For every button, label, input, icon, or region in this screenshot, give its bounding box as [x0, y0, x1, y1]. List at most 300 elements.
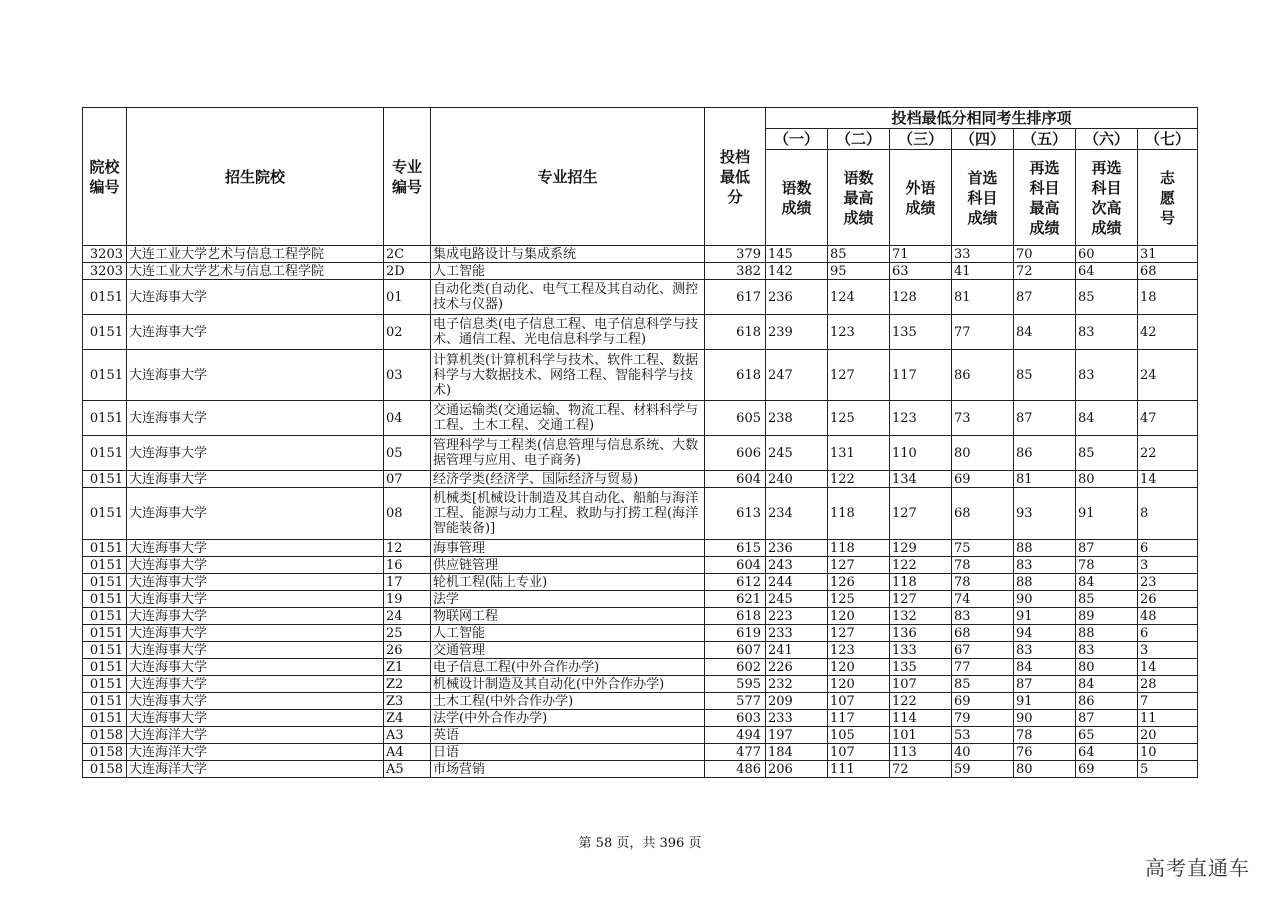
school-code-cell: 0151	[83, 608, 127, 625]
score-6-cell: 84	[1076, 401, 1138, 436]
major-name-cell: 管理科学与工程类(信息管理与信息系统、大数据管理与应用、电子商务)	[431, 436, 705, 471]
school-code-cell: 0151	[83, 591, 127, 608]
score-1-cell: 206	[766, 761, 828, 778]
score-2-cell: 117	[828, 710, 890, 727]
major-code-cell: Z4	[384, 710, 431, 727]
score-3-cell: 72	[890, 761, 952, 778]
score-5-cell: 88	[1014, 574, 1076, 591]
score-6-cell: 86	[1076, 693, 1138, 710]
score-7-cell: 11	[1138, 710, 1198, 727]
min-score-cell: 618	[705, 608, 766, 625]
score-2-cell: 127	[828, 350, 890, 401]
school-name-cell: 大连海事大学	[127, 488, 384, 540]
score-7-cell: 3	[1138, 642, 1198, 659]
score-3-cell: 127	[890, 591, 952, 608]
header-major-code: 专业编号	[384, 108, 431, 246]
score-6-cell: 85	[1076, 280, 1138, 315]
score-6-cell: 69	[1076, 761, 1138, 778]
score-4-cell: 78	[952, 574, 1014, 591]
school-name-cell: 大连海洋大学	[127, 727, 384, 744]
score-2-cell: 120	[828, 608, 890, 625]
school-code-cell: 0151	[83, 625, 127, 642]
header-school-code: 院校编号	[83, 108, 127, 246]
school-name-cell: 大连海洋大学	[127, 761, 384, 778]
score-4-cell: 69	[952, 471, 1014, 488]
sort-label-7: 志愿号	[1138, 150, 1198, 246]
major-code-cell: 2C	[384, 246, 431, 263]
table-row	[83, 488, 1198, 540]
score-7-cell: 14	[1138, 471, 1198, 488]
score-3-cell: 123	[890, 401, 952, 436]
score-3-cell: 118	[890, 574, 952, 591]
school-name-cell: 大连海事大学	[127, 574, 384, 591]
school-code-cell: 0151	[83, 436, 127, 471]
school-code-cell: 0151	[83, 574, 127, 591]
score-1-cell: 243	[766, 557, 828, 574]
major-name-cell: 电子信息工程(中外合作办学)	[431, 659, 705, 676]
major-name-cell: 交通运输类(交通运输、物流工程、材料科学与工程、土木工程、交通工程)	[431, 401, 705, 436]
score-2-cell: 123	[828, 642, 890, 659]
sort-label-1: 语数成绩	[766, 150, 828, 246]
min-score-cell: 606	[705, 436, 766, 471]
score-2-cell: 111	[828, 761, 890, 778]
score-3-cell: 122	[890, 557, 952, 574]
table-row	[83, 350, 1198, 401]
school-name-cell: 大连海事大学	[127, 557, 384, 574]
school-code-cell: 3203	[83, 246, 127, 263]
major-code-cell: 16	[384, 557, 431, 574]
major-code-cell: A4	[384, 744, 431, 761]
score-7-cell: 23	[1138, 574, 1198, 591]
school-code-cell: 0151	[83, 401, 127, 436]
major-name-cell: 经济学类(经济学、国际经济与贸易)	[431, 471, 705, 488]
major-name-cell: 土木工程(中外合作办学)	[431, 693, 705, 710]
major-name-cell: 日语	[431, 744, 705, 761]
score-1-cell: 244	[766, 574, 828, 591]
score-6-cell: 84	[1076, 676, 1138, 693]
score-4-cell: 77	[952, 315, 1014, 350]
score-1-cell: 240	[766, 471, 828, 488]
school-name-cell: 大连海事大学	[127, 471, 384, 488]
score-2-cell: 118	[828, 488, 890, 540]
score-3-cell: 117	[890, 350, 952, 401]
school-code-cell: 0151	[83, 471, 127, 488]
school-code-cell: 0158	[83, 744, 127, 761]
score-7-cell: 26	[1138, 591, 1198, 608]
school-code-cell: 0151	[83, 557, 127, 574]
table-row	[83, 676, 1198, 693]
school-name-cell: 大连海事大学	[127, 659, 384, 676]
score-7-cell: 47	[1138, 401, 1198, 436]
score-1-cell: 184	[766, 744, 828, 761]
major-code-cell: 25	[384, 625, 431, 642]
score-3-cell: 63	[890, 263, 952, 280]
school-name-cell: 大连工业大学艺术与信息工程学院	[127, 263, 384, 280]
score-4-cell: 33	[952, 246, 1014, 263]
score-6-cell: 80	[1076, 659, 1138, 676]
school-code-cell: 0151	[83, 280, 127, 315]
header-school-name: 招生院校	[127, 108, 384, 246]
sort-label-6: 再选科目次高成绩	[1076, 150, 1138, 246]
score-2-cell: 107	[828, 693, 890, 710]
score-6-cell: 80	[1076, 471, 1138, 488]
score-5-cell: 80	[1014, 761, 1076, 778]
score-3-cell: 128	[890, 280, 952, 315]
score-1-cell: 245	[766, 436, 828, 471]
min-score-cell: 605	[705, 401, 766, 436]
min-score-cell: 477	[705, 744, 766, 761]
score-3-cell: 136	[890, 625, 952, 642]
score-6-cell: 88	[1076, 625, 1138, 642]
major-code-cell: Z1	[384, 659, 431, 676]
score-1-cell: 245	[766, 591, 828, 608]
score-5-cell: 91	[1014, 608, 1076, 625]
score-3-cell: 71	[890, 246, 952, 263]
score-3-cell: 134	[890, 471, 952, 488]
score-7-cell: 20	[1138, 727, 1198, 744]
table-row	[83, 761, 1198, 778]
major-name-cell: 法学(中外合作办学)	[431, 710, 705, 727]
score-7-cell: 7	[1138, 693, 1198, 710]
score-2-cell: 131	[828, 436, 890, 471]
major-code-cell: Z3	[384, 693, 431, 710]
major-name-cell: 物联网工程	[431, 608, 705, 625]
major-name-cell: 轮机工程(陆上专业)	[431, 574, 705, 591]
table-row	[83, 642, 1198, 659]
sort-label-4: 首选科目成绩	[952, 150, 1014, 246]
score-5-cell: 76	[1014, 744, 1076, 761]
sort-index-5: （五）	[1014, 129, 1076, 150]
score-2-cell: 105	[828, 727, 890, 744]
sort-index-6: （六）	[1076, 129, 1138, 150]
school-name-cell: 大连海事大学	[127, 608, 384, 625]
school-name-cell: 大连海事大学	[127, 625, 384, 642]
major-code-cell: 19	[384, 591, 431, 608]
score-7-cell: 31	[1138, 246, 1198, 263]
major-code-cell: 01	[384, 280, 431, 315]
school-code-cell: 0151	[83, 540, 127, 557]
score-3-cell: 107	[890, 676, 952, 693]
major-name-cell: 人工智能	[431, 625, 705, 642]
major-code-cell: 24	[384, 608, 431, 625]
school-name-cell: 大连海事大学	[127, 540, 384, 557]
school-code-cell: 0151	[83, 659, 127, 676]
score-1-cell: 209	[766, 693, 828, 710]
score-3-cell: 132	[890, 608, 952, 625]
score-7-cell: 10	[1138, 744, 1198, 761]
min-score-cell: 621	[705, 591, 766, 608]
score-4-cell: 81	[952, 280, 1014, 315]
score-6-cell: 65	[1076, 727, 1138, 744]
score-4-cell: 80	[952, 436, 1014, 471]
min-score-cell: 615	[705, 540, 766, 557]
score-3-cell: 114	[890, 710, 952, 727]
school-name-cell: 大连海事大学	[127, 350, 384, 401]
score-6-cell: 87	[1076, 710, 1138, 727]
score-2-cell: 107	[828, 744, 890, 761]
score-3-cell: 135	[890, 315, 952, 350]
school-name-cell: 大连海事大学	[127, 710, 384, 727]
score-6-cell: 83	[1076, 315, 1138, 350]
major-code-cell: 07	[384, 471, 431, 488]
major-code-cell: A5	[384, 761, 431, 778]
min-score-cell: 486	[705, 761, 766, 778]
table-row	[83, 471, 1198, 488]
score-3-cell: 101	[890, 727, 952, 744]
score-5-cell: 84	[1014, 315, 1076, 350]
school-name-cell: 大连海事大学	[127, 642, 384, 659]
min-score-cell: 619	[705, 625, 766, 642]
score-5-cell: 72	[1014, 263, 1076, 280]
score-7-cell: 18	[1138, 280, 1198, 315]
school-code-cell: 0151	[83, 676, 127, 693]
sort-index-2: （二）	[828, 129, 890, 150]
min-score-cell: 604	[705, 471, 766, 488]
sort-label-5: 再选科目最高成绩	[1014, 150, 1076, 246]
score-7-cell: 8	[1138, 488, 1198, 540]
score-2-cell: 120	[828, 676, 890, 693]
school-name-cell: 大连海事大学	[127, 693, 384, 710]
major-name-cell: 交通管理	[431, 642, 705, 659]
score-5-cell: 87	[1014, 676, 1076, 693]
major-code-cell: A3	[384, 727, 431, 744]
score-6-cell: 84	[1076, 574, 1138, 591]
major-name-cell: 人工智能	[431, 263, 705, 280]
score-1-cell: 236	[766, 280, 828, 315]
school-code-cell: 0151	[83, 642, 127, 659]
score-5-cell: 83	[1014, 557, 1076, 574]
school-name-cell: 大连海事大学	[127, 676, 384, 693]
sort-index-3: （三）	[890, 129, 952, 150]
admission-score-table	[82, 107, 1198, 778]
header-tie-group: 投档最低分相同考生排序项	[766, 108, 1198, 129]
score-4-cell: 67	[952, 642, 1014, 659]
table-row	[83, 263, 1198, 280]
score-6-cell: 85	[1076, 591, 1138, 608]
min-score-cell: 602	[705, 659, 766, 676]
school-name-cell: 大连海事大学	[127, 401, 384, 436]
school-name-cell: 大连海事大学	[127, 436, 384, 471]
score-5-cell: 90	[1014, 710, 1076, 727]
major-code-cell: 02	[384, 315, 431, 350]
major-code-cell: 05	[384, 436, 431, 471]
score-5-cell: 94	[1014, 625, 1076, 642]
score-5-cell: 87	[1014, 280, 1076, 315]
score-2-cell: 123	[828, 315, 890, 350]
score-6-cell: 64	[1076, 744, 1138, 761]
score-7-cell: 14	[1138, 659, 1198, 676]
score-1-cell: 233	[766, 625, 828, 642]
min-score-cell: 604	[705, 557, 766, 574]
sort-label-3: 外语成绩	[890, 150, 952, 246]
school-code-cell: 0151	[83, 710, 127, 727]
score-4-cell: 73	[952, 401, 1014, 436]
min-score-cell: 607	[705, 642, 766, 659]
score-5-cell: 84	[1014, 659, 1076, 676]
score-6-cell: 83	[1076, 642, 1138, 659]
score-1-cell: 226	[766, 659, 828, 676]
score-7-cell: 22	[1138, 436, 1198, 471]
school-code-cell: 0158	[83, 727, 127, 744]
score-7-cell: 28	[1138, 676, 1198, 693]
table-row	[83, 591, 1198, 608]
table-row	[83, 315, 1198, 350]
score-3-cell: 122	[890, 693, 952, 710]
score-2-cell: 127	[828, 625, 890, 642]
score-2-cell: 122	[828, 471, 890, 488]
score-5-cell: 87	[1014, 401, 1076, 436]
score-5-cell: 78	[1014, 727, 1076, 744]
school-code-cell: 3203	[83, 263, 127, 280]
school-name-cell: 大连海事大学	[127, 280, 384, 315]
major-name-cell: 机械设计制造及其自动化(中外合作办学)	[431, 676, 705, 693]
score-5-cell: 90	[1014, 591, 1076, 608]
major-code-cell: 08	[384, 488, 431, 540]
min-score-cell: 494	[705, 727, 766, 744]
score-6-cell: 87	[1076, 540, 1138, 557]
score-2-cell: 85	[828, 246, 890, 263]
score-1-cell: 232	[766, 676, 828, 693]
page-footer: 第 58 页，共 396 页	[578, 836, 702, 851]
watermark-text: 高考直通车	[1145, 856, 1250, 880]
table-row	[83, 557, 1198, 574]
header-major-name: 专业招生	[431, 108, 705, 246]
score-1-cell: 197	[766, 727, 828, 744]
score-7-cell: 5	[1138, 761, 1198, 778]
score-4-cell: 59	[952, 761, 1014, 778]
table-row	[83, 540, 1198, 557]
major-name-cell: 机械类[机械设计制造及其自动化、船舶与海洋工程、能源与动力工程、救助与打捞工程(海洋智能装备)]	[431, 488, 705, 540]
major-name-cell: 计算机类(计算机科学与技术、软件工程、数据科学与大数据技术、网络工程、智能科学与技术)	[431, 350, 705, 401]
table-row	[83, 693, 1198, 710]
school-code-cell: 0151	[83, 315, 127, 350]
score-6-cell: 91	[1076, 488, 1138, 540]
major-name-cell: 供应链管理	[431, 557, 705, 574]
major-name-cell: 电子信息类(电子信息工程、电子信息科学与技术、通信工程、光电信息科学与工程)	[431, 315, 705, 350]
score-5-cell: 83	[1014, 642, 1076, 659]
major-name-cell: 海事管理	[431, 540, 705, 557]
header-min-score: 投档最低分	[705, 108, 766, 246]
min-score-cell: 603	[705, 710, 766, 727]
min-score-cell: 379	[705, 246, 766, 263]
score-4-cell: 53	[952, 727, 1014, 744]
score-3-cell: 110	[890, 436, 952, 471]
score-6-cell: 78	[1076, 557, 1138, 574]
sort-index-4: （四）	[952, 129, 1014, 150]
score-2-cell: 95	[828, 263, 890, 280]
major-code-cell: 26	[384, 642, 431, 659]
score-1-cell: 145	[766, 246, 828, 263]
score-1-cell: 142	[766, 263, 828, 280]
score-4-cell: 40	[952, 744, 1014, 761]
table-row	[83, 710, 1198, 727]
school-code-cell: 0151	[83, 350, 127, 401]
table-row	[83, 401, 1198, 436]
score-7-cell: 3	[1138, 557, 1198, 574]
score-7-cell: 6	[1138, 540, 1198, 557]
score-6-cell: 85	[1076, 436, 1138, 471]
major-name-cell: 市场营销	[431, 761, 705, 778]
school-name-cell: 大连海洋大学	[127, 744, 384, 761]
score-7-cell: 48	[1138, 608, 1198, 625]
score-2-cell: 126	[828, 574, 890, 591]
major-code-cell: 03	[384, 350, 431, 401]
score-6-cell: 83	[1076, 350, 1138, 401]
table-row	[83, 246, 1198, 263]
table-row	[83, 608, 1198, 625]
score-2-cell: 120	[828, 659, 890, 676]
school-name-cell: 大连工业大学艺术与信息工程学院	[127, 246, 384, 263]
min-score-cell: 618	[705, 315, 766, 350]
score-4-cell: 75	[952, 540, 1014, 557]
score-1-cell: 239	[766, 315, 828, 350]
school-name-cell: 大连海事大学	[127, 591, 384, 608]
score-3-cell: 129	[890, 540, 952, 557]
score-1-cell: 223	[766, 608, 828, 625]
score-4-cell: 68	[952, 488, 1014, 540]
score-1-cell: 247	[766, 350, 828, 401]
score-2-cell: 124	[828, 280, 890, 315]
score-4-cell: 79	[952, 710, 1014, 727]
score-5-cell: 93	[1014, 488, 1076, 540]
major-code-cell: 04	[384, 401, 431, 436]
major-name-cell: 法学	[431, 591, 705, 608]
score-6-cell: 64	[1076, 263, 1138, 280]
table-row	[83, 280, 1198, 315]
min-score-cell: 613	[705, 488, 766, 540]
score-5-cell: 91	[1014, 693, 1076, 710]
score-4-cell: 78	[952, 557, 1014, 574]
score-3-cell: 113	[890, 744, 952, 761]
sort-index-1: （一）	[766, 129, 828, 150]
score-7-cell: 42	[1138, 315, 1198, 350]
score-4-cell: 68	[952, 625, 1014, 642]
score-3-cell: 135	[890, 659, 952, 676]
sort-index-7: （七）	[1138, 129, 1198, 150]
score-1-cell: 241	[766, 642, 828, 659]
table-row	[83, 625, 1198, 642]
table-row	[83, 727, 1198, 744]
score-2-cell: 118	[828, 540, 890, 557]
score-5-cell: 85	[1014, 350, 1076, 401]
score-2-cell: 127	[828, 557, 890, 574]
table-row	[83, 574, 1198, 591]
score-4-cell: 85	[952, 676, 1014, 693]
score-5-cell: 88	[1014, 540, 1076, 557]
major-code-cell: 2D	[384, 263, 431, 280]
school-code-cell: 0151	[83, 488, 127, 540]
score-1-cell: 238	[766, 401, 828, 436]
score-5-cell: 70	[1014, 246, 1076, 263]
score-4-cell: 86	[952, 350, 1014, 401]
score-5-cell: 86	[1014, 436, 1076, 471]
score-1-cell: 236	[766, 540, 828, 557]
score-7-cell: 6	[1138, 625, 1198, 642]
sort-label-2: 语数最高成绩	[828, 150, 890, 246]
score-3-cell: 133	[890, 642, 952, 659]
score-6-cell: 60	[1076, 246, 1138, 263]
score-4-cell: 69	[952, 693, 1014, 710]
score-1-cell: 234	[766, 488, 828, 540]
table-row	[83, 744, 1198, 761]
min-score-cell: 617	[705, 280, 766, 315]
score-6-cell: 89	[1076, 608, 1138, 625]
score-4-cell: 74	[952, 591, 1014, 608]
score-3-cell: 127	[890, 488, 952, 540]
table-row	[83, 659, 1198, 676]
score-5-cell: 81	[1014, 471, 1076, 488]
school-name-cell: 大连海事大学	[127, 315, 384, 350]
